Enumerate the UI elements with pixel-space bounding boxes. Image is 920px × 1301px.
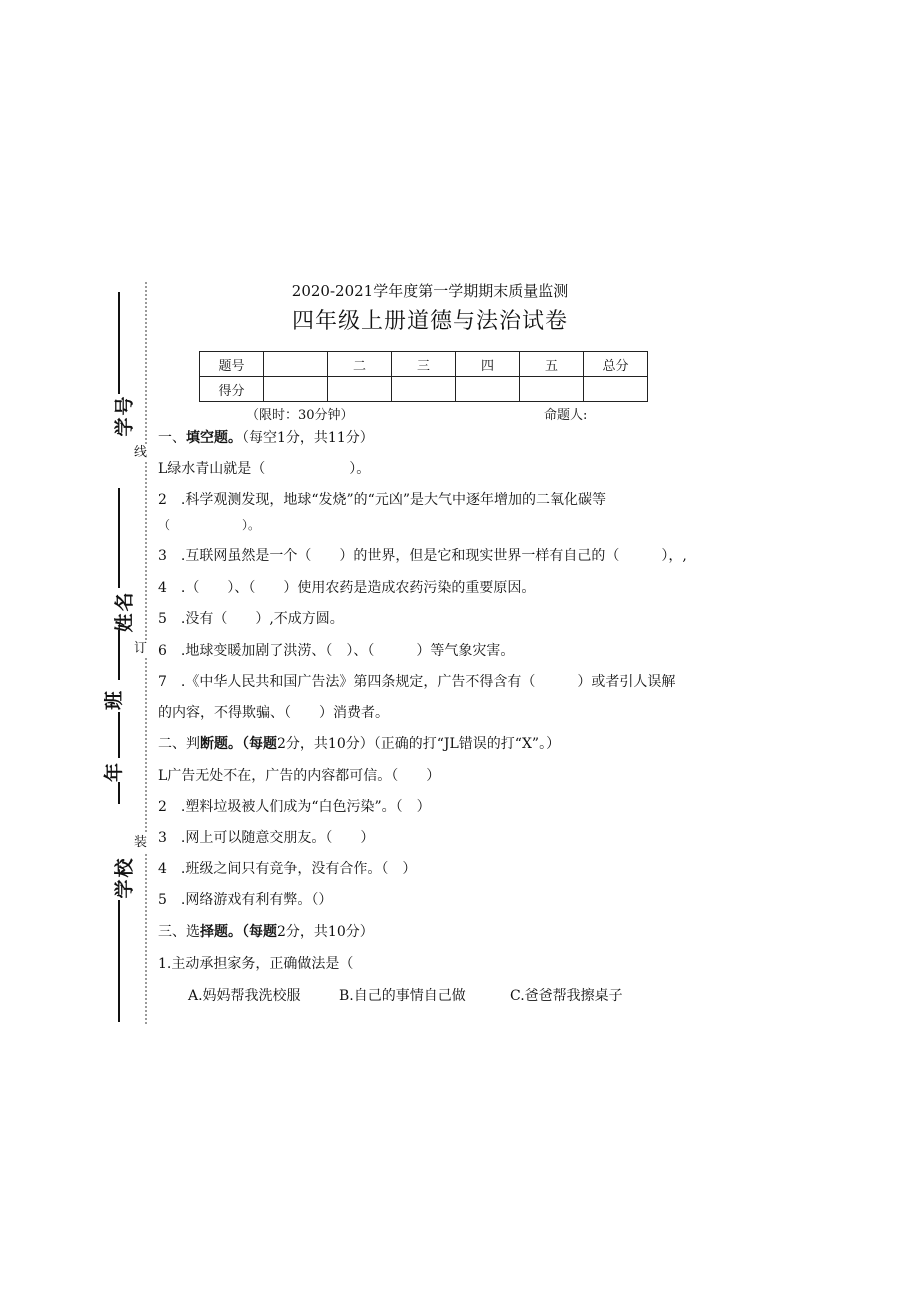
table-cell	[456, 377, 520, 402]
table-cell: 四	[456, 352, 520, 377]
s1-question-7: 7 .《中华人民共和国广告法》第四条规定，广告不得含有（ ）或者引人误解	[158, 674, 676, 690]
s1-question-2-cont: （ ）。	[158, 518, 261, 532]
s3-question-1: 1.主动承担家务，正确做法是（	[158, 956, 354, 972]
score-table	[199, 351, 648, 402]
grade-blank-line-top	[118, 712, 120, 758]
grade-blank-line-bottom	[118, 782, 120, 804]
binding-mark-zhuang: 装	[134, 835, 148, 850]
binding-margin	[0, 0, 160, 1301]
binding-mark-ding: 订	[134, 641, 148, 656]
student-id-label: 学号	[113, 394, 136, 437]
section-1-heading	[158, 427, 374, 447]
s1-question-6: 6 .地球变暖加剧了洪涝、（ ）、（ ）等气象灾害。	[158, 643, 515, 659]
section-1-note: （每空1分，共11分）	[242, 430, 374, 446]
section-1-title: 填空题。	[186, 430, 242, 446]
table-cell	[264, 352, 328, 377]
class-label: 班	[103, 688, 126, 711]
section-2-heading	[158, 733, 560, 753]
table-cell: 题号	[200, 352, 264, 377]
s2-question-4: 4 .班级之间只有竞争，没有合作。（ ）	[158, 861, 417, 877]
exam-paper-title: 四年级上册道德与法治试卷	[291, 309, 568, 334]
s1-question-2: 2 .科学观测发现，地球“发烧”的“元凶”是大气中逐年增加的二氧化碳等	[158, 492, 606, 508]
binding-mark-line: 线	[134, 445, 148, 460]
section-2-title: 断题。（每题	[200, 736, 277, 752]
section-2-note: 2分，共10分）（正确的打“JL错误的打“X”。）	[277, 736, 561, 752]
section-3-note: 2分，共10分）	[277, 924, 374, 940]
s3-q1-option-a: A.妈妈帮我洗校服	[188, 988, 301, 1004]
table-cell: 三	[392, 352, 456, 377]
s2-question-3: 3 .网上可以随意交朋友。（ ）	[158, 830, 375, 846]
section-3-title: 择题。（每题	[200, 924, 277, 940]
s2-question-5: 5 .网络游戏有利有弊。（）	[158, 892, 333, 908]
table-cell	[264, 377, 328, 402]
time-limit: （限时：30分钟）	[246, 408, 354, 423]
table-cell: 二	[328, 352, 392, 377]
section-3-number: 三、选	[158, 924, 200, 940]
table-cell: 得分	[200, 377, 264, 402]
school-label: 学校	[113, 856, 136, 899]
table-cell	[584, 377, 648, 402]
name-label: 姓名	[113, 590, 136, 633]
score-table-header-row	[200, 352, 648, 377]
score-table-score-row	[200, 377, 648, 402]
s2-question-2: 2 .塑料垃圾被人们成为“白色污染”。（ ）	[158, 799, 431, 815]
section-2-number: 二、判	[158, 736, 200, 752]
table-cell	[328, 377, 392, 402]
s1-question-3: 3 .互联网虽然是一个（ ）的世界，但是它和现实世界一样有自己的（ ），,	[158, 548, 687, 564]
s1-question-5: 5 .没有（ ）,不成方圆。	[158, 611, 344, 627]
author-label: 命题人:	[544, 408, 588, 423]
class-blank-line	[118, 630, 120, 680]
s1-question-7-cont: 的内容，不得欺骗、（ ）消费者。	[158, 705, 389, 721]
section-3-heading	[158, 921, 374, 941]
school-blank-line	[118, 900, 120, 1022]
grade-label: 年	[103, 760, 126, 783]
table-cell	[392, 377, 456, 402]
exam-period-title: 2020-2021学年度第一学期期末质量监测	[291, 282, 569, 300]
s2-question-1: L广告无处不在，广告的内容都可信。（ ）	[158, 768, 441, 784]
s3-q1-option-b: B.自己的事情自己做	[339, 988, 466, 1004]
table-cell: 总分	[584, 352, 648, 377]
s1-question-4: 4 .（ ）、（ ）使用农药是造成农药污染的重要原因。	[158, 580, 536, 596]
section-1-number: 一、	[158, 430, 186, 446]
s3-q1-option-c: C.爸爸帮我擦桌子	[510, 988, 623, 1004]
table-cell: 五	[520, 352, 584, 377]
name-blank-line	[118, 488, 120, 588]
s1-question-1: L绿水青山就是（ ）。	[158, 461, 371, 477]
table-cell	[520, 377, 584, 402]
